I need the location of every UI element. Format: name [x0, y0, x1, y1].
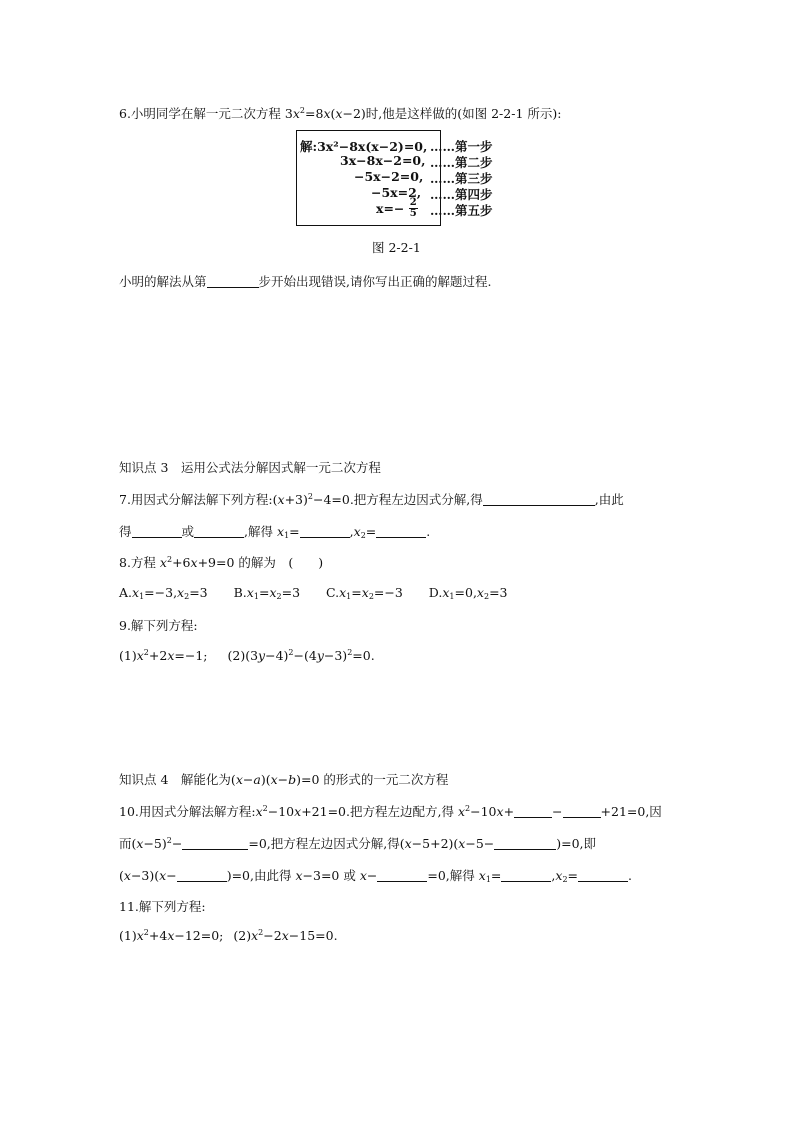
answer-blank[interactable] [182, 837, 248, 850]
figure-row-3: −5x−2=0, [354, 169, 424, 184]
q10-line-2: 而$(x-5)^2- =0$,把方程左边因式分解,得(x−5+2)(x−5− )=0,即 [119, 836, 597, 851]
step-label-4: ……第四步 [430, 187, 493, 202]
q9-problems [119, 648, 375, 663]
q7-line-2: 得 或 ,解得 $x_1= ,x_2=$ . [119, 524, 431, 540]
fraction: $\frac{2}{5}$ [409, 197, 417, 219]
answer-blank[interactable] [207, 275, 259, 288]
section-heading-kp4: 知识点 4 解能化为(x−a)(x−b)=0 的形式的一元二次方程 [119, 772, 449, 787]
answer-blank[interactable] [483, 493, 595, 506]
figure-row-2: 3x−8x−2=0, [340, 153, 426, 168]
answer-blank[interactable] [376, 525, 426, 538]
figure-row-4: −5x=2, [371, 185, 422, 200]
answer-blank[interactable] [501, 869, 551, 882]
answer-blank[interactable] [578, 869, 628, 882]
q9-title: 9.解下列方程: [119, 618, 198, 633]
answer-blank[interactable] [177, 869, 227, 882]
option-a[interactable]: $A.x_1=-3,x_2=3$ [119, 585, 208, 601]
q9-problem-1: $(1)x^2+2x=-1$; [119, 648, 208, 663]
answer-blank[interactable] [132, 525, 182, 538]
step-label-2: ……第二步 [430, 155, 493, 170]
q10-line-3: (x−3)(x− )=0,由此得 x−3=0 或 x− =0,解得 $x_1= ,x_2=$ . [119, 868, 633, 884]
q8-stem: 8.方程 $x^2+6x+9=0$ 的解为 ( ) [119, 555, 324, 570]
figure-row-5: x=− $\frac{2}{5}$ [376, 197, 417, 219]
q10-line-1: 10.用因式分解法解方程$:x^2-10x+21=0$.把方程左边配方,得 $x^2-10x+ - +21=0$,因 [119, 804, 662, 819]
step-label-5: ……第五步 [430, 203, 493, 218]
step-label-1: ……第一步 [430, 139, 493, 154]
q11-problem-1: $(1)x^2+4x-12=0$; [119, 928, 224, 943]
answer-blank[interactable] [377, 869, 427, 882]
q8-options [119, 585, 508, 601]
step-label-3: ……第三步 [430, 171, 493, 186]
figure-caption: 图 2-2-1 [372, 240, 421, 255]
q9-problem-2: $(2)(3y-4)^2-(4y-3)^2=0$. [227, 648, 375, 663]
answer-blank[interactable] [194, 525, 244, 538]
q6-question: 小明的解法从第 步开始出现错误,请你写出正确的解题过程. [119, 274, 492, 289]
q11-problems [119, 928, 338, 943]
option-c[interactable]: $C.x_1=x_2=-3$ [326, 585, 403, 601]
answer-blank[interactable] [494, 837, 556, 850]
q6-intro: 6.小明同学在解一元二次方程 $3x^2=8x(x-2)$时,他是这样做的(如图 2-2-1 所示): [119, 106, 562, 121]
answer-blank[interactable] [563, 805, 601, 818]
q11-title: 11.解下列方程: [119, 899, 206, 914]
answer-blank[interactable] [514, 805, 552, 818]
option-b[interactable]: $B.x_1=x_2=3$ [233, 585, 301, 601]
figure-row-1: 解:3x²−8x(x−2)=0, [300, 139, 428, 154]
section-heading-kp3: 知识点 3 运用公式法分解因式解一元二次方程 [119, 460, 381, 475]
q11-problem-2: $(2)x^2-2x-15=0$. [233, 928, 338, 943]
option-d[interactable]: $D.x_1=0,x_2=3$ [428, 585, 508, 601]
answer-blank[interactable] [300, 525, 350, 538]
q7-line-1: 7.用因式分解法解下列方程$:(x+3)^2-4=0$.把方程左边因式分解,得 ,由此 [119, 492, 624, 507]
